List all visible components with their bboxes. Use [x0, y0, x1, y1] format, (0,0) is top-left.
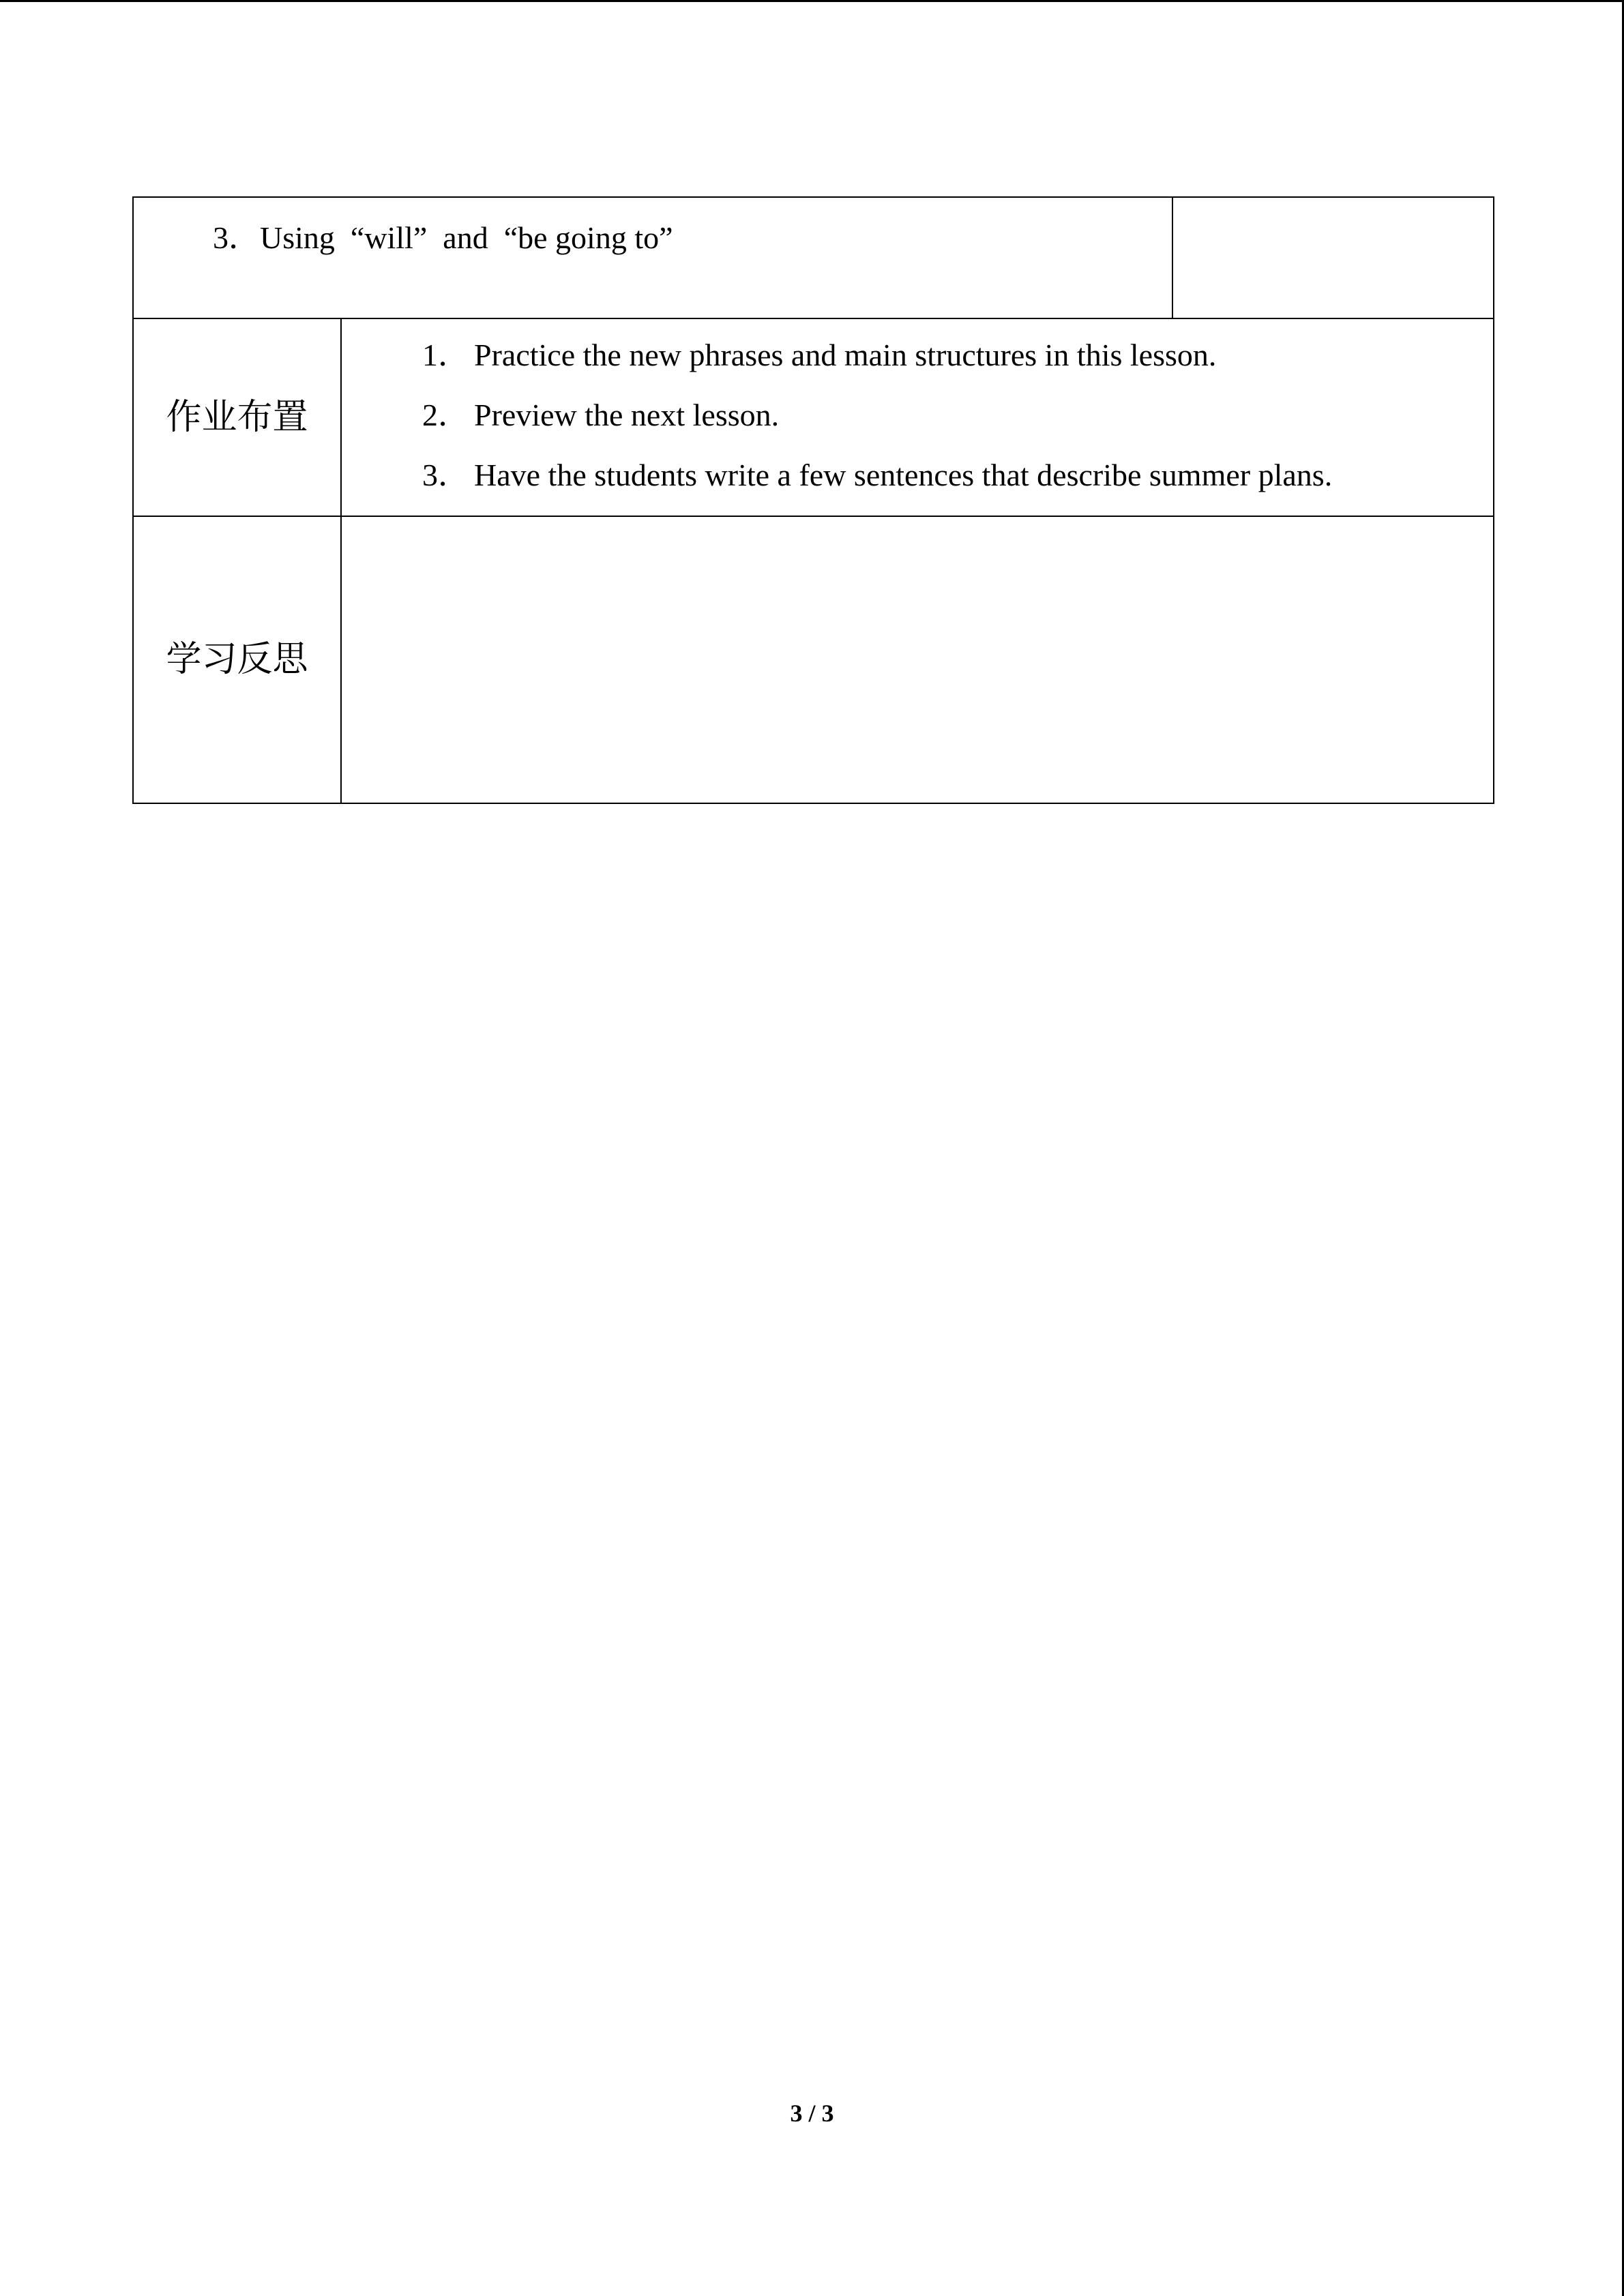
homework-item — [342, 396, 1493, 456]
grammar-point-text: 3．Using “will” and “be going to” — [213, 220, 673, 255]
homework-item-number: 2． — [422, 398, 469, 432]
page-number: 3 / 3 — [790, 2100, 834, 2127]
homework-item-number: 3． — [422, 458, 469, 492]
homework-list — [342, 319, 1493, 516]
homework-row — [133, 318, 1494, 516]
homework-item-number: 1． — [422, 338, 469, 372]
homework-item — [342, 336, 1493, 396]
homework-cell — [341, 318, 1494, 516]
reflection-label: 学习反思 — [133, 516, 341, 803]
page-border-top — [0, 0, 1624, 2]
lesson-plan-table — [132, 196, 1494, 804]
reflection-content-cell — [341, 516, 1494, 803]
homework-item-text: Preview the next lesson. — [474, 398, 780, 432]
grammar-cell — [133, 197, 1172, 318]
grammar-row — [133, 197, 1494, 318]
reflection-row — [133, 516, 1494, 803]
grammar-side-cell — [1172, 197, 1494, 318]
homework-item-text: Practice the new phrases and main structures in this lesson. — [474, 338, 1217, 372]
homework-item — [342, 456, 1493, 516]
homework-item-text: Have the students write a few sentences that describe summer plans. — [474, 458, 1333, 492]
homework-label: 作业布置 — [133, 318, 341, 516]
